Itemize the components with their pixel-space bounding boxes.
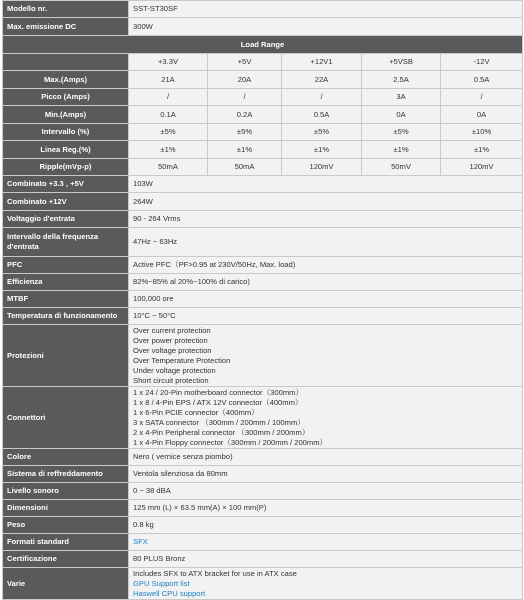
spec-row-form-factor	[3, 534, 523, 551]
spec-label: Intervallo della frequenza d'entrata	[3, 228, 129, 257]
load-range-column: +12V1	[282, 54, 362, 71]
spec-value: 90 - 264 Vrms	[129, 211, 523, 228]
protection-item: Short circuit protection	[133, 375, 209, 385]
load-range-cell: ±1%	[441, 141, 523, 159]
load-range-cell: 22A	[282, 71, 362, 89]
load-range-cell: 0A	[362, 106, 441, 124]
spec-label: Efficienza	[3, 274, 129, 291]
spec-label: PFC	[3, 257, 129, 274]
spec-value: 300W	[129, 18, 523, 36]
spec-value: 0 ~ 38 dBA	[129, 483, 523, 500]
load-range-cell: ±1%	[362, 141, 441, 159]
spec-label: Varie	[3, 568, 129, 600]
connector-item: 1 x 24 / 20-Pin motherboard connector（300mm）	[133, 387, 304, 397]
load-range-title-row	[3, 36, 523, 54]
spec-label: Dimensioni	[3, 500, 129, 517]
spec-row-misc	[3, 568, 523, 600]
connectors-list	[129, 387, 523, 449]
load-range-cell: 0A	[441, 106, 523, 124]
spec-value: Active PFC（PF>0.95 at 230V/50Hz, Max. load)	[129, 257, 523, 274]
spec-label: Livello sonoro	[3, 483, 129, 500]
spec-value: 10°C ~ 50°C	[129, 308, 523, 325]
spec-label: Colore	[3, 449, 129, 466]
connector-item: 1 x 4-Pin Floppy connector（300mm / 200mm / 200mm）	[133, 437, 328, 447]
protection-item: Over voltage protection	[133, 345, 212, 355]
load-range-column: +3.3V	[129, 54, 208, 71]
misc-text: Includes SFX to ATX bracket for use in ATX case	[133, 568, 297, 578]
load-range-cell: 0.1A	[129, 106, 208, 124]
load-range-cell: 120mV	[282, 159, 362, 176]
load-range-row	[3, 159, 523, 176]
load-range-cell: ±5%	[362, 124, 441, 141]
haswell-support-link[interactable]: Haswell CPU support	[133, 588, 206, 598]
load-range-cell: 0.5A	[282, 106, 362, 124]
protection-item: Over power protection	[133, 335, 208, 345]
spec-row	[3, 466, 523, 483]
load-range-row	[3, 106, 523, 124]
load-range-row-label: Min.(Amps)	[3, 106, 129, 124]
load-range-cell: ±1%	[282, 141, 362, 159]
form-factor-link[interactable]: SFX	[133, 537, 148, 546]
protection-item: Over current protection	[133, 325, 211, 335]
load-range-row-label: Ripple(mVp-p)	[3, 159, 129, 176]
spec-row	[3, 449, 523, 466]
spec-value: 100,000 ore	[129, 291, 523, 308]
connector-item: 2 x 4-Pin Peripheral connector （300mm / 200mm）	[133, 427, 310, 437]
connector-item: 1 x 8 / 4-Pin EPS / ATX 12V connector（400mm）	[133, 397, 303, 407]
protections-list	[129, 325, 523, 387]
spec-row-model	[3, 1, 523, 18]
spec-value: 0.8 kg	[129, 517, 523, 534]
load-range-header-row	[3, 54, 523, 71]
load-range-row-label: Max.(Amps)	[3, 71, 129, 89]
misc-cell	[129, 568, 523, 600]
load-range-row-label: Intervallo (%)	[3, 124, 129, 141]
spec-label: Certificazione	[3, 551, 129, 568]
load-range-cell: ±5%	[129, 124, 208, 141]
form-factor-cell	[129, 534, 523, 551]
spec-value: 103W	[129, 176, 523, 193]
spec-row	[3, 257, 523, 274]
load-range-column: +5V	[208, 54, 282, 71]
spec-row	[3, 308, 523, 325]
connector-item: 1 x 6-Pin PCIE connector（400mm）	[133, 407, 259, 417]
load-range-cell: ±10%	[441, 124, 523, 141]
spec-row-max-dc	[3, 18, 523, 36]
spec-label: Sistema di reffreddamento	[3, 466, 129, 483]
connector-item: 3 x SATA connector （300mm / 200mm / 100mm）	[133, 417, 305, 427]
spec-value: Ventola silenziosa da 80mm	[129, 466, 523, 483]
load-range-cell: ±1%	[208, 141, 282, 159]
spec-label: Combinato +12V	[3, 193, 129, 211]
load-range-cell: 50mA	[129, 159, 208, 176]
spec-label: Max. emissione DC	[3, 18, 129, 36]
load-range-cell: ±5%	[208, 124, 282, 141]
spec-label: Combinato +3.3 , +5V	[3, 176, 129, 193]
load-range-cell: 0.2A	[208, 106, 282, 124]
load-range-row	[3, 89, 523, 106]
load-range-column: +5VSB	[362, 54, 441, 71]
spec-row	[3, 517, 523, 534]
protection-item: Over Temperature Protection	[133, 355, 231, 365]
load-range-cell: /	[129, 89, 208, 106]
spec-value: Nero ( vernice senza piombo)	[129, 449, 523, 466]
load-range-cell: 2.5A	[362, 71, 441, 89]
load-range-cell: ±5%	[282, 124, 362, 141]
load-range-cell: 21A	[129, 71, 208, 89]
spec-value: 82%~85% al 20%~100% di carico)	[129, 274, 523, 291]
load-range-row-label: Picco (Amps)	[3, 89, 129, 106]
load-range-cell: 20A	[208, 71, 282, 89]
spec-value: SST-ST30SF	[129, 1, 523, 18]
spec-value: 80 PLUS Bronz	[129, 551, 523, 568]
load-range-cell: 50mV	[362, 159, 441, 176]
spec-label: Formati standard	[3, 534, 129, 551]
load-range-cell: 0.5A	[441, 71, 523, 89]
load-range-cell: /	[441, 89, 523, 106]
spec-value: 125 mm (L) × 63.5 mm(A) × 100 mm(P)	[129, 500, 523, 517]
spec-value: 47Hz ~ 63Hz	[129, 228, 523, 257]
spec-label: Connettori	[3, 387, 129, 449]
protection-item: Under voltage protection	[133, 365, 216, 375]
load-range-cell: /	[208, 89, 282, 106]
spec-label: Peso	[3, 517, 129, 534]
spec-row	[3, 193, 523, 211]
load-range-cell: 50mA	[208, 159, 282, 176]
spec-label: Modello nr.	[3, 1, 129, 18]
load-range-cell: ±1%	[129, 141, 208, 159]
load-range-column: -12V	[441, 54, 523, 71]
spec-row	[3, 483, 523, 500]
spec-row	[3, 500, 523, 517]
spec-row	[3, 291, 523, 308]
load-range-title: Load Range	[3, 36, 523, 54]
spec-label: Protezioni	[3, 325, 129, 387]
load-range-row-label: Linea Reg.(%)	[3, 141, 129, 159]
spec-row	[3, 274, 523, 291]
gpu-support-link[interactable]: GPU Support list	[133, 578, 190, 588]
spec-value: 264W	[129, 193, 523, 211]
spec-label: MTBF	[3, 291, 129, 308]
load-range-cell: /	[282, 89, 362, 106]
spec-label: Temperatura di funzionamento	[3, 308, 129, 325]
spec-row-connectors	[3, 387, 523, 449]
spec-row-protections	[3, 325, 523, 387]
load-range-cell: 120mV	[441, 159, 523, 176]
spec-table	[2, 0, 523, 600]
spec-row	[3, 211, 523, 228]
spec-row-certification	[3, 551, 523, 568]
spec-row	[3, 176, 523, 193]
load-range-cell: 3A	[362, 89, 441, 106]
load-range-row	[3, 71, 523, 89]
load-range-corner	[3, 54, 129, 71]
load-range-row	[3, 124, 523, 141]
load-range-row	[3, 141, 523, 159]
spec-row	[3, 228, 523, 257]
spec-label: Voltaggio d'entrata	[3, 211, 129, 228]
